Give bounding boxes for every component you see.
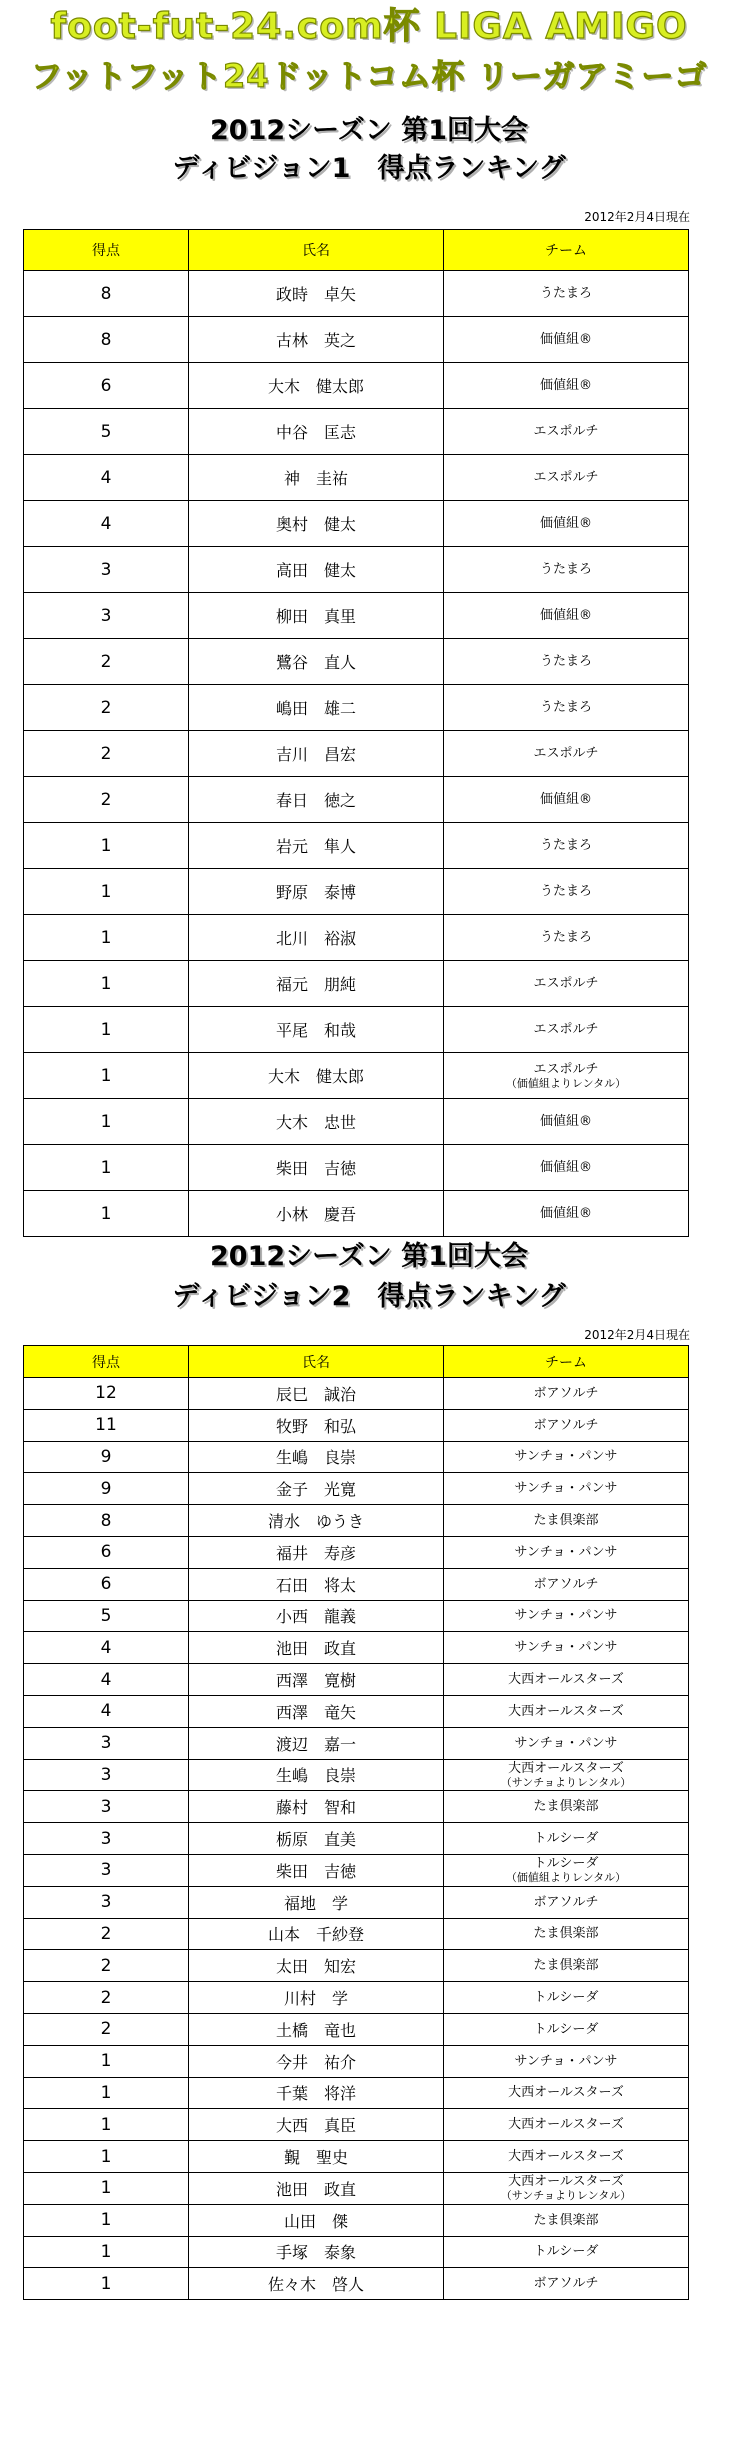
row-points: 2 [24, 731, 189, 777]
division2-rows [24, 1378, 689, 2300]
row-team: ボアソルチ [533, 1385, 599, 1401]
row-points: 3 [24, 1759, 189, 1791]
row-team: うたまろ [539, 700, 592, 715]
row-team: たま倶楽部 [533, 1799, 599, 1815]
table-row [24, 1854, 689, 1886]
table-row [24, 1982, 689, 2014]
row-team-cell [444, 869, 689, 915]
row-team: ボアソルチ [533, 1417, 599, 1433]
row-points: 1 [24, 1191, 189, 1237]
row-player-name: 柴田 吉徳 [189, 1854, 444, 1886]
row-points: 5 [24, 1600, 189, 1632]
table-header-row [24, 1346, 689, 1378]
row-points: 2 [24, 2013, 189, 2045]
header-name: 氏名 [189, 1346, 444, 1378]
row-team-cell [444, 1145, 689, 1191]
row-points: 4 [24, 1664, 189, 1696]
table-row [24, 777, 689, 823]
row-points: 1 [24, 2109, 189, 2141]
row-player-name: 高田 健太 [189, 547, 444, 593]
row-player-name: 福元 朋純 [189, 961, 444, 1007]
row-points: 3 [24, 1791, 189, 1823]
row-team: 大西オールスターズ [508, 1760, 624, 1776]
division2-title-ranking: ディビジョン2 得点ランキング [172, 1281, 566, 1312]
row-team: ボアソルチ [533, 1576, 599, 1592]
row-team-cell [444, 363, 689, 409]
table-row [24, 2236, 689, 2268]
table-row [24, 869, 689, 915]
row-player-name: 清水 ゆうき [189, 1505, 444, 1537]
row-points: 3 [24, 1886, 189, 1918]
row-points: 3 [24, 547, 189, 593]
table-row [24, 1145, 689, 1191]
table-row [24, 915, 689, 961]
row-team: たま倶楽部 [533, 2212, 599, 2228]
header-name: 氏名 [189, 230, 444, 271]
row-team-cell [444, 2204, 689, 2236]
row-team: ボアソルチ [533, 1894, 599, 1910]
row-team-note: （サンチョよりレンタル） [500, 1775, 632, 1789]
row-team-cell [444, 1409, 689, 1441]
row-team: 価値組® [539, 792, 592, 807]
row-points: 1 [24, 1007, 189, 1053]
row-player-name: 太田 知宏 [189, 1950, 444, 1982]
row-points: 1 [24, 1145, 189, 1191]
row-player-name: 藤村 智和 [189, 1791, 444, 1823]
row-team: エスポルチ [533, 976, 599, 991]
row-player-name: 中谷 匡志 [189, 409, 444, 455]
row-team-cell [444, 1473, 689, 1505]
row-team: 価値組® [539, 516, 592, 531]
header-points: 得点 [24, 230, 189, 271]
row-team-cell [444, 317, 689, 363]
row-points: 1 [24, 2204, 189, 2236]
division1-rows [24, 271, 689, 1237]
row-player-name: 佐々木 啓人 [189, 2268, 444, 2300]
table-row [24, 2109, 689, 2141]
row-team-cell [444, 1886, 689, 1918]
row-points: 3 [24, 1727, 189, 1759]
row-team-cell [444, 1099, 689, 1145]
row-player-name: 山本 千紗登 [189, 1918, 444, 1950]
row-points: 2 [24, 1982, 189, 2014]
row-team: うたまろ [539, 654, 592, 669]
row-player-name: 大木 健太郎 [189, 1053, 444, 1099]
row-points: 6 [24, 363, 189, 409]
row-player-name: 神 圭祐 [189, 455, 444, 501]
row-player-name: 川村 学 [189, 1982, 444, 2014]
row-team-cell [444, 1695, 689, 1727]
row-points: 8 [24, 271, 189, 317]
table-row [24, 961, 689, 1007]
table-row [24, 317, 689, 363]
row-player-name: 吉川 昌宏 [189, 731, 444, 777]
division1-ranking-table [23, 229, 689, 1237]
row-team-cell [444, 1791, 689, 1823]
row-team: うたまろ [539, 930, 592, 945]
row-points: 3 [24, 1823, 189, 1855]
row-player-name: 奥村 健太 [189, 501, 444, 547]
table-row [24, 1632, 689, 1664]
row-points: 2 [24, 1950, 189, 1982]
table-row [24, 1727, 689, 1759]
table-row [24, 1823, 689, 1855]
table-row [24, 409, 689, 455]
row-team-cell [444, 1854, 689, 1886]
table-row [24, 1053, 689, 1099]
row-points: 1 [24, 2236, 189, 2268]
row-points: 1 [24, 1099, 189, 1145]
row-team: トルシーダ [533, 1856, 599, 1872]
row-team-cell [444, 2236, 689, 2268]
table-row [24, 1600, 689, 1632]
row-player-name: 生嶋 良崇 [189, 1759, 444, 1791]
row-team-cell [444, 1441, 689, 1473]
row-team: うたまろ [539, 562, 592, 577]
row-team-note: （価値組よりレンタル） [505, 1871, 627, 1885]
row-points: 5 [24, 409, 189, 455]
row-points: 4 [24, 455, 189, 501]
row-points: 3 [24, 593, 189, 639]
row-team-cell [444, 2077, 689, 2109]
row-points: 2 [24, 685, 189, 731]
row-team-cell [444, 1727, 689, 1759]
row-player-name: 北川 裕淑 [189, 915, 444, 961]
row-team-note: （価値組よりレンタル） [505, 1076, 627, 1090]
row-points: 8 [24, 1505, 189, 1537]
row-team-cell [444, 1568, 689, 1600]
row-player-name: 春日 徳之 [189, 777, 444, 823]
table-row [24, 1441, 689, 1473]
row-team-cell [444, 777, 689, 823]
row-player-name: 池田 政直 [189, 2172, 444, 2204]
table-row [24, 1473, 689, 1505]
table-row [24, 363, 689, 409]
table-row [24, 271, 689, 317]
row-player-name: 石田 将太 [189, 1568, 444, 1600]
row-player-name: 小林 慶吾 [189, 1191, 444, 1237]
row-points: 1 [24, 1053, 189, 1099]
row-points: 4 [24, 501, 189, 547]
row-team-cell [444, 593, 689, 639]
row-team-cell [444, 1505, 689, 1537]
row-team: トルシーダ [533, 2021, 599, 2037]
row-team: サンチョ・パンサ [514, 2053, 618, 2069]
table-row [24, 823, 689, 869]
table-row [24, 593, 689, 639]
row-player-name: 大西 真臣 [189, 2109, 444, 2141]
row-player-name: 福地 学 [189, 1886, 444, 1918]
row-team: 大西オールスターズ [508, 2174, 624, 2190]
row-player-name: 今井 祐介 [189, 2045, 444, 2077]
table-row [24, 1568, 689, 1600]
table-row [24, 1099, 689, 1145]
row-team: 価値組® [539, 608, 592, 623]
table-row [24, 2045, 689, 2077]
row-player-name: 西澤 竜矢 [189, 1695, 444, 1727]
row-player-name: 柳田 真里 [189, 593, 444, 639]
row-points: 12 [24, 1378, 189, 1410]
table-row [24, 1536, 689, 1568]
row-player-name: 古林 英之 [189, 317, 444, 363]
table-row [24, 2268, 689, 2300]
table-row [24, 1007, 689, 1053]
row-player-name: 鷺谷 直人 [189, 639, 444, 685]
row-points: 2 [24, 777, 189, 823]
division1-title-ranking: ディビジョン1 得点ランキング [172, 153, 566, 184]
row-team: たま倶楽部 [533, 1926, 599, 1942]
row-team-cell [444, 2268, 689, 2300]
row-team: エスポルチ [533, 1061, 599, 1077]
row-team: 価値組® [539, 1206, 592, 1221]
table-row [24, 639, 689, 685]
table-row [24, 547, 689, 593]
row-points: 1 [24, 2172, 189, 2204]
table-row [24, 2013, 689, 2045]
row-player-name: 大木 健太郎 [189, 363, 444, 409]
row-points: 4 [24, 1695, 189, 1727]
row-team: うたまろ [539, 884, 592, 899]
row-player-name: 大木 忠世 [189, 1099, 444, 1145]
table-row [24, 1791, 689, 1823]
row-team-cell [444, 1600, 689, 1632]
row-player-name: 嶋田 雄二 [189, 685, 444, 731]
row-team-cell [444, 2013, 689, 2045]
row-team-cell [444, 1536, 689, 1568]
row-player-name: 池田 政直 [189, 1632, 444, 1664]
row-team: うたまろ [539, 286, 592, 301]
row-team-cell [444, 547, 689, 593]
header-team: チーム [444, 230, 689, 271]
row-team-cell [444, 823, 689, 869]
row-team-cell [444, 915, 689, 961]
row-team-cell [444, 1918, 689, 1950]
row-team-cell [444, 409, 689, 455]
header-team: チーム [444, 1346, 689, 1378]
row-points: 1 [24, 869, 189, 915]
row-team: 価値組® [539, 1114, 592, 1129]
row-team-cell [444, 961, 689, 1007]
row-team: サンチョ・パンサ [514, 1640, 618, 1656]
row-points: 1 [24, 2077, 189, 2109]
row-team: たま倶楽部 [533, 1958, 599, 1974]
row-team: サンチョ・パンサ [514, 1449, 618, 1465]
row-points: 1 [24, 2141, 189, 2173]
row-team-cell [444, 1950, 689, 1982]
row-team: 価値組® [539, 1160, 592, 1175]
row-player-name: 手塚 泰象 [189, 2236, 444, 2268]
table-row [24, 1759, 689, 1791]
row-team-cell [444, 2109, 689, 2141]
row-player-name: 西澤 寛樹 [189, 1664, 444, 1696]
row-team: 価値組® [539, 378, 592, 393]
row-team-cell [444, 1664, 689, 1696]
row-team: サンチョ・パンサ [514, 1481, 618, 1497]
row-team-cell [444, 639, 689, 685]
row-team: サンチョ・パンサ [514, 1735, 618, 1751]
row-player-name: 千葉 将洋 [189, 2077, 444, 2109]
row-points: 3 [24, 1854, 189, 1886]
row-team-cell [444, 1191, 689, 1237]
table-row [24, 1918, 689, 1950]
table-row [24, 1950, 689, 1982]
table-row [24, 2141, 689, 2173]
row-points: 2 [24, 639, 189, 685]
row-points: 6 [24, 1536, 189, 1568]
row-team-cell [444, 2045, 689, 2077]
row-team: サンチョ・パンサ [514, 1544, 618, 1560]
table-row [24, 1378, 689, 1410]
row-points: 1 [24, 823, 189, 869]
row-player-name: 金子 光寛 [189, 1473, 444, 1505]
table-row [24, 2077, 689, 2109]
row-team: たま倶楽部 [533, 1513, 599, 1529]
row-points: 9 [24, 1473, 189, 1505]
row-team: 大西オールスターズ [508, 1703, 624, 1719]
row-team: うたまろ [539, 838, 592, 853]
row-team: 大西オールスターズ [508, 2149, 624, 2165]
row-team: エスポルチ [533, 470, 599, 485]
division2-title-season: 2012シーズン 第1回大会 [210, 1241, 528, 1272]
row-player-name: 渡辺 嘉一 [189, 1727, 444, 1759]
table-row [24, 2172, 689, 2204]
row-team: エスポルチ [533, 424, 599, 439]
row-team-cell [444, 1007, 689, 1053]
row-team-cell [444, 1982, 689, 2014]
row-player-name: 小西 龍義 [189, 1600, 444, 1632]
row-team-cell [444, 1053, 689, 1099]
row-player-name: 平尾 和哉 [189, 1007, 444, 1053]
row-team-cell [444, 1759, 689, 1791]
row-team-cell [444, 685, 689, 731]
row-points: 1 [24, 2045, 189, 2077]
row-points: 2 [24, 1918, 189, 1950]
row-team: 大西オールスターズ [508, 1672, 624, 1688]
row-team-cell [444, 1378, 689, 1410]
table-row [24, 731, 689, 777]
row-player-name: 土橋 竜也 [189, 2013, 444, 2045]
row-points: 9 [24, 1441, 189, 1473]
row-player-name: 牧野 和弘 [189, 1409, 444, 1441]
row-team-note: （サンチョよりレンタル） [500, 2189, 632, 2203]
table-row [24, 1505, 689, 1537]
row-points: 1 [24, 2268, 189, 2300]
header-points: 得点 [24, 1346, 189, 1378]
row-player-name: 政時 卓矢 [189, 271, 444, 317]
row-points: 8 [24, 317, 189, 363]
row-team: トルシーダ [533, 1990, 599, 2006]
row-points: 1 [24, 915, 189, 961]
row-team-cell [444, 731, 689, 777]
division2-ranking-table [23, 1345, 689, 2300]
row-player-name: 覲 聖史 [189, 2141, 444, 2173]
row-player-name: 野原 泰博 [189, 869, 444, 915]
division1-title-season: 2012シーズン 第1回大会 [210, 115, 528, 146]
row-player-name: 栃原 直美 [189, 1823, 444, 1855]
table-row [24, 1409, 689, 1441]
division2-date: 2012年2月4日現在 [584, 1328, 690, 1342]
row-team-cell [444, 1823, 689, 1855]
row-points: 11 [24, 1409, 189, 1441]
table-row [24, 2204, 689, 2236]
table-row [24, 1695, 689, 1727]
banner-title-katakana: フットフット24ドットコム杯 リーガアミーゴ [30, 57, 708, 95]
row-player-name: 柴田 吉徳 [189, 1145, 444, 1191]
row-points: 1 [24, 961, 189, 1007]
row-team: 大西オールスターズ [508, 2085, 624, 2101]
row-team: 価値組® [539, 332, 592, 347]
row-team-cell [444, 1632, 689, 1664]
banner-title-latin: foot-fut-24.com杯 LIGA AMIGO [50, 6, 688, 47]
table-row [24, 685, 689, 731]
row-team: ボアソルチ [533, 2276, 599, 2292]
division1-date: 2012年2月4日現在 [584, 210, 690, 224]
row-team: エスポルチ [533, 1022, 599, 1037]
row-points: 6 [24, 1568, 189, 1600]
row-team: サンチョ・パンサ [514, 1608, 618, 1624]
table-row [24, 1664, 689, 1696]
row-team-cell [444, 2172, 689, 2204]
row-player-name: 辰巳 誠治 [189, 1378, 444, 1410]
table-row [24, 1191, 689, 1237]
table-header-row [24, 230, 689, 271]
row-team-cell [444, 271, 689, 317]
row-player-name: 福井 寿彦 [189, 1536, 444, 1568]
row-team: 大西オールスターズ [508, 2117, 624, 2133]
table-row [24, 455, 689, 501]
row-points: 4 [24, 1632, 189, 1664]
row-team-cell [444, 2141, 689, 2173]
row-team-cell [444, 455, 689, 501]
row-team-cell [444, 501, 689, 547]
row-team: トルシーダ [533, 2244, 599, 2260]
row-player-name: 生嶋 良崇 [189, 1441, 444, 1473]
row-player-name: 山田 傑 [189, 2204, 444, 2236]
row-team: エスポルチ [533, 746, 599, 761]
table-row [24, 501, 689, 547]
row-player-name: 岩元 隼人 [189, 823, 444, 869]
row-team: トルシーダ [533, 1831, 599, 1847]
table-row [24, 1886, 689, 1918]
